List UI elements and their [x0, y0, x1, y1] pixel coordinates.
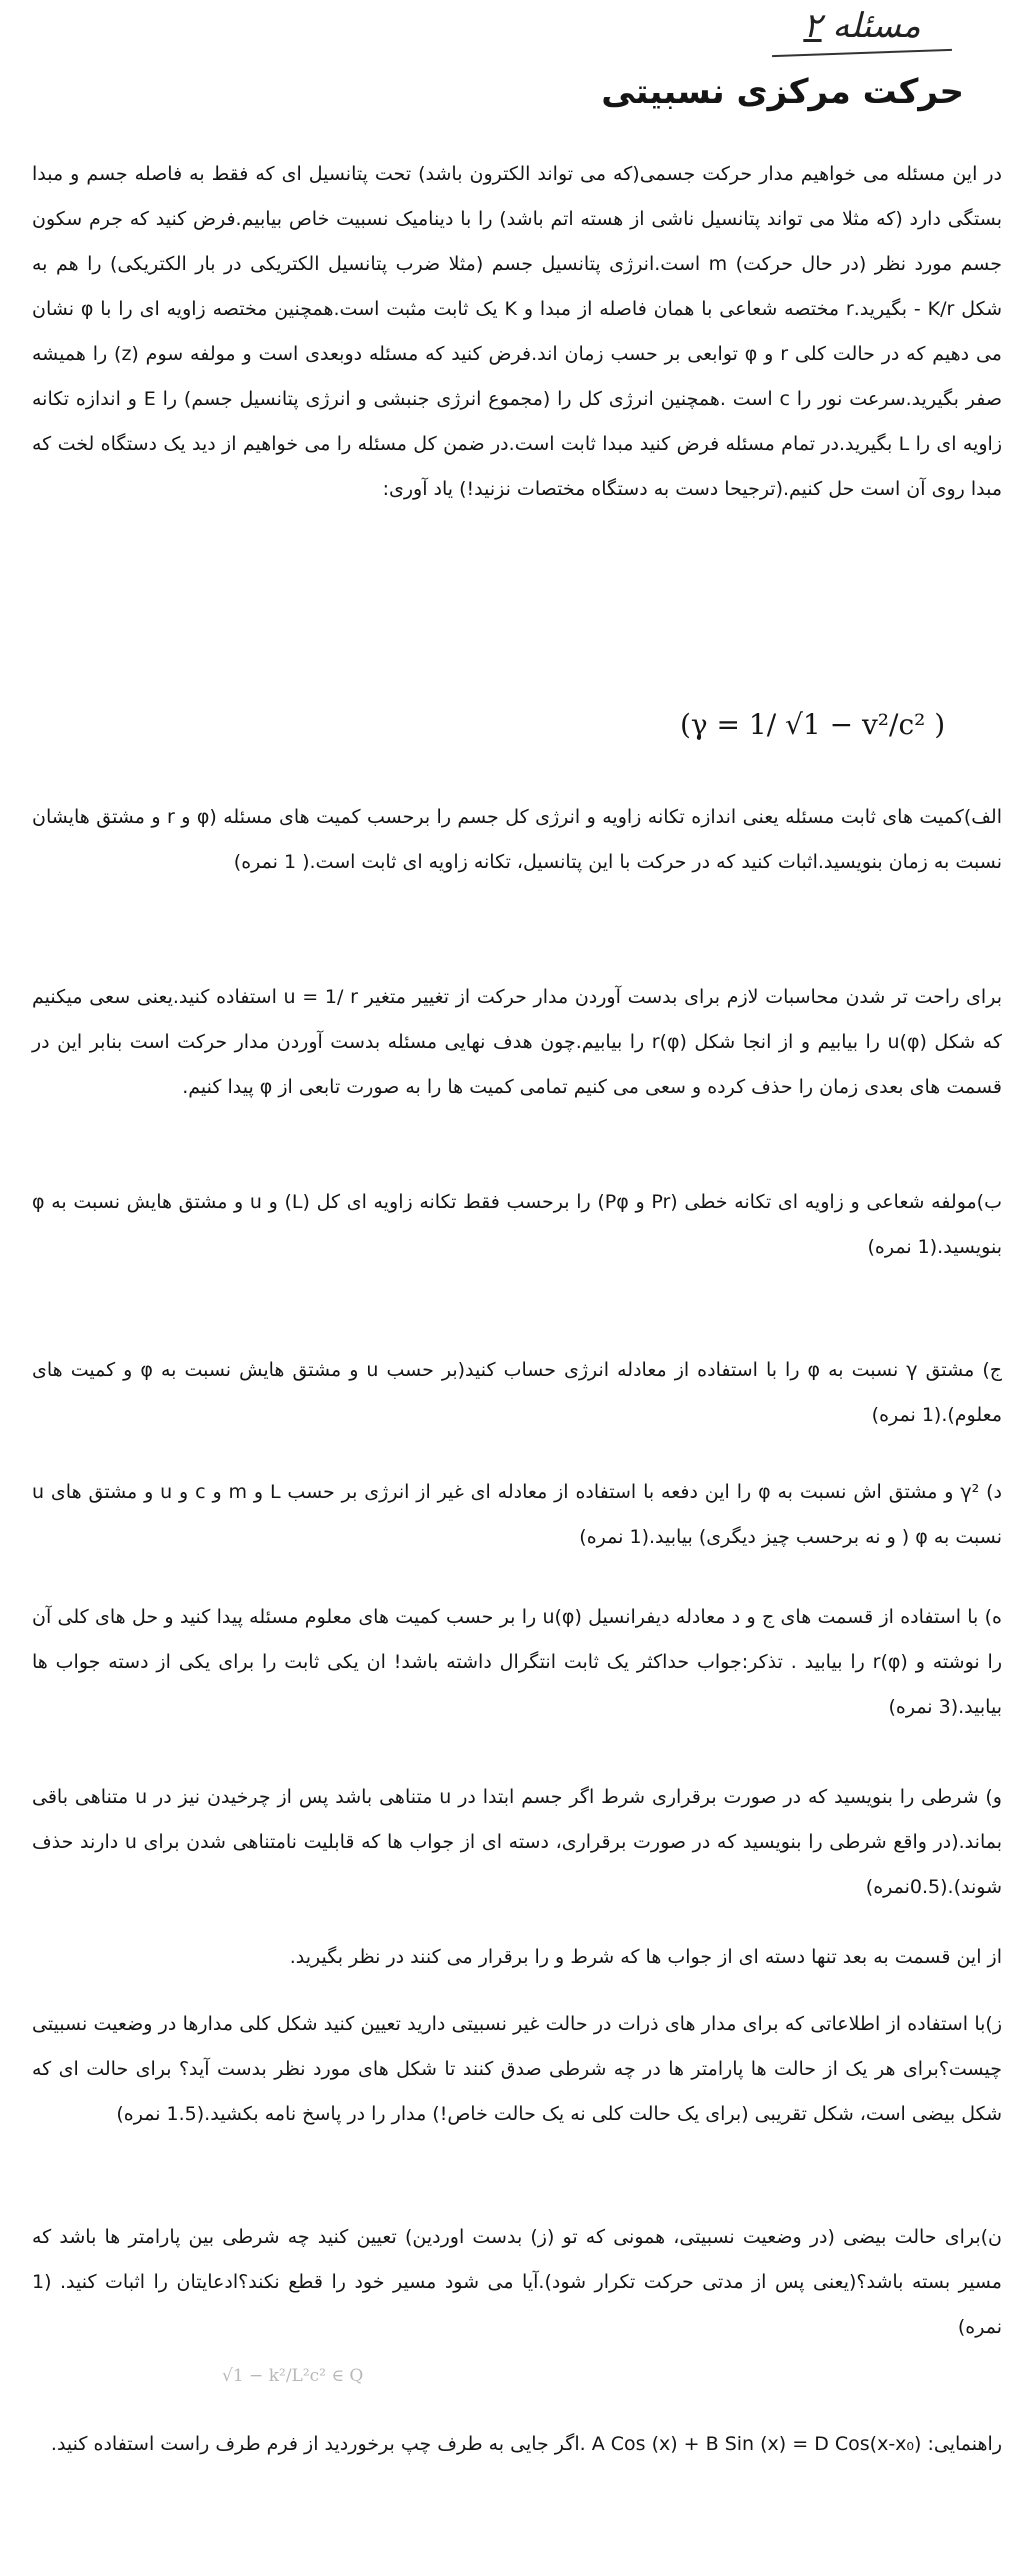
pencil-annotation: √1 − k²/L²c² ∈ Q	[222, 2366, 364, 2386]
part-a-text: الف)کمیت های ثابت مسئله یعنی اندازه تکانه زاویه و انرژی کل جسم را برحسب کمیت های مسئله (φ و r و مشتق هایشان نسبت به زمان بنویسید.اثبات کنید که در حرکت با این پتانسیل، تکانه زاویه ای ثابت است.( 1 نمره)	[32, 806, 1002, 873]
part-e	[32, 1595, 1002, 1730]
part-h	[32, 2215, 1002, 2350]
guide-hint	[32, 2422, 1002, 2467]
handwritten-underline	[772, 49, 952, 57]
part-b-text: ب)مولفه شعاعی و زاویه ای تکانه خطی (Pr و Pφ) را برحسب فقط تکانه زاویه ای کل (L) و u و مشتق هایش نسبت به φ بنویسید.(1 نمره)	[32, 1191, 1002, 1258]
part-e-text: ه) با استفاده از قسمت های ج و د معادله دیفرانسیل u(φ) را بر حسب کمیت های معلوم مسئله پیدا کنید و حل های کلی آن را نوشته و r(φ) را بیابید . تذکر:جواب حداکثر یک ثابت انتگرال داشته باشد! ان یکی ثابت را برای یکی از دسته جواب ها بیابید.(3 نمره)	[32, 1606, 1003, 1718]
part-c	[32, 1348, 1002, 1438]
handwritten-problem-number	[762, 6, 962, 62]
part-b	[32, 1180, 1002, 1270]
part-z	[32, 2002, 1002, 2137]
lorentz-factor-formula: (γ = 1/ √1 − v²/c² )	[680, 708, 946, 741]
problem-number: ۲	[803, 6, 822, 46]
part-a	[32, 795, 1002, 885]
part-d-text: د) γ² و مشتق اش نسبت به φ را این دفعه با استفاده از معادله ای غیر از انرژی بر حسب L و m و c و u و مشتق های u نسبت به φ ( و نه برحسب چیز دیگری) بیابید.(1 نمره)	[32, 1481, 1002, 1548]
page-title: حرکت مرکزی نسبیتی	[601, 72, 964, 112]
intro-text: در این مسئله می خواهیم مدار حرکت جسمی(که می تواند الکترون باشد) تحت پتانسیل ای که فقط به فاصله جسم و مبدا بستگی دارد (که مثلا می تواند پتانسیل ناشی از هسته اتم باشد) را با دینامیک نسبیت خاص بیابیم.فرض کنید که جرم سکون جسم مورد نظر (در حال حرکت) m است.انرژی پتانسیل جسم (مثلا ضرب پتانسیل الکتریکی در بار الکتریکی) را هم به شکل K/r - بگیرید.r مختصه شعاعی با همان فاصله از مبدا و K یک ثابت مثبت است.همچنین مختصه زاویه ای را با φ نشان می دهیم که در حالت کلی r و φ توابعی بر حسب زمان اند.فرض کنید که مسئله دوبعدی است و مولفه سوم (z) را همیشه صفر بگیرید.سرعت نور را c است .همچنین انرژی کل را (مجموع انرژی جنبشی و انرژی پتانسیل جسم) را E و اندازه تکانه زاویه ای را L بگیرید.در تمام مسئله فرض کنید مبدا ثابت است.در ضمن کل مسئله را می خواهیم از دید یک دستگاه لخت که مبدا روی آن است حل کنیم.(ترجیحا دست به دستگاه مختصات نزنید!) یاد آوری:	[32, 163, 1003, 500]
intro-paragraph	[32, 152, 1002, 512]
hint-variable-change-text: برای راحت تر شدن محاسبات لازم برای بدست آوردن مدار حرکت از تغییر متغیر u = 1/ r استفاده کنید.یعنی سعی میکنیم که شکل u(φ) را بیابیم و از انجا شکل r(φ) را بیابیم.چون هدف نهایی مسئله بدست آوردن مدار حرکت است بنابر این در قسمت های بعدی زمان را حذف کرده و سعی می کنیم تمامی کمیت ها را به صورت تابعی از φ پیدا کنیم.	[32, 986, 1002, 1098]
problem-label: مسئله	[832, 6, 921, 46]
guide-hint-text: راهنمایی: A Cos (x) + B Sin (x) = D Cos(x-x₀) .اگر جایی به طرف چپ برخوردید از فرم طرف راست استفاده کنید.	[50, 2433, 1002, 2455]
part-f-text: و) شرطی را بنویسید که در صورت برقراری شرط اگر جسم ابتدا در u متناهی باشد پس از چرخیدن نیز در u متناهی باقی بماند.(در واقع شرطی را بنویسید که در صورت برقراری، دسته ای از جواب ها که قابلیت نامتناهی شدن برای u دارند حذف شوند).(0.5نمره)	[32, 1786, 1003, 1898]
part-f	[32, 1775, 1002, 1910]
part-d	[32, 1470, 1002, 1560]
part-c-text: ج) مشتق γ نسبت به φ را با استفاده از معادله انرژی حساب کنید(بر حسب u و مشتق هایش نسبت به φ و کمیت های معلوم).(1 نمره)	[32, 1359, 1002, 1426]
part-z-text: ز)با استفاده از اطلاعاتی که برای مدار های ذرات در حالت غیر نسبیتی دارید تعیین کنید شکل کلی مدارها در وضعیت نسبیتی چیست؟برای هر یک از حالت ها پارامتر ها در چه شرطی صدق کنند تا شکل های مورد نظر بدست آید؟ برای حالت ای که شکل بیضی است، شکل تقریبی (برای یک حالت کلی نه یک حالت خاص!) مدار را در پاسخ نامه بکشید.(1.5 نمره)	[32, 2013, 1002, 2125]
note-after-part-f-text: از این قسمت به بعد تنها دسته ای از جواب ها که شرط و را برقرار می کنند در نظر بگیرید.	[289, 1946, 1002, 1968]
part-h-text: ن)برای حالت بیضی (در وضعیت نسبیتی، همونی که تو (ز) بدست اوردین) تعیین کنید چه شرطی بین پارامتر ها باشد که مسیر بسته باشد؟(یعنی پس از مدتی حرکت تکرار شود).آیا می شود مسیر خود را قطع نکند؟ادعایتان را اثبات کنید. (1 نمره)	[32, 2226, 1002, 2338]
note-after-part-f	[32, 1935, 1002, 1980]
hint-variable-change	[32, 975, 1002, 1110]
